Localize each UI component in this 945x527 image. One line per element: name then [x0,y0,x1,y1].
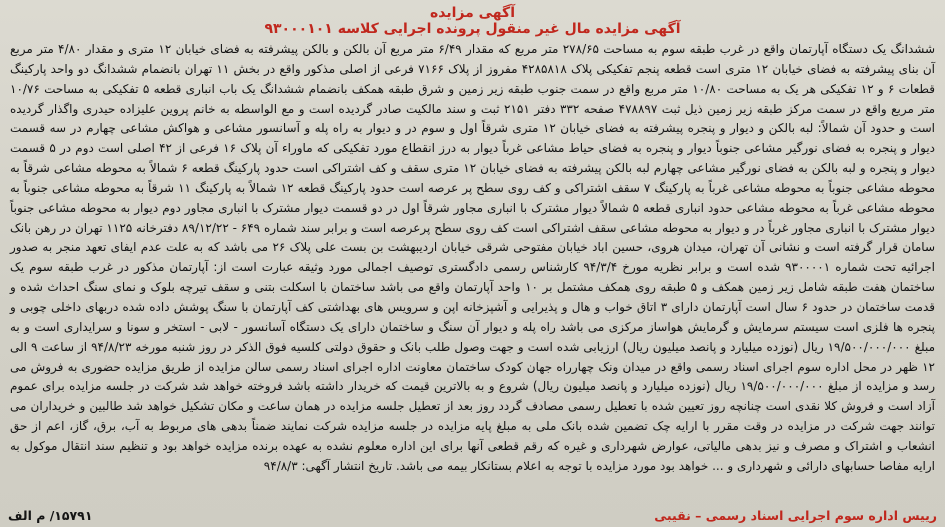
notice-footer [8,505,937,525]
notice-body: ششدانگ یک دستگاه آپارتمان واقع در غرب طبقه سوم به مساحت ۲۷۸/۶۵ متر مربع که مقدار ۶/۴۹ متر مربع آن بالکن و بالکن پیشرفته به فضای خیابان ۱۲ متری و مقدار ۴/۸۰ متر مربع آن بنای پیشرفته به فضای خیابان ۱۲ متری است قطعه پنجم تفکیکی پلاک ۴۲۸۵۸۱۸ مفروز از پلاک ۷۱۶۶ فرعی از اصلی مذکور واقع در بخش ۱۱ تهران بانضمام ششدانگ دو واحد پارکینگ قطعات ۶ و ۱۲ تفکیکی هر یک به مساحت ۱۰/۸۰ متر مربع واقع در سمت جنوب طبقه زیر زمین و شرق طبقه همکف بانضمام ششدانگ یک باب انباری قطعه ۵ تفکیکی به مساحت ۱۰/۷۶ متر مربع واقع در سمت مرکز طبقه زیر زمین ذیل ثبت ۴۷۸۸۹۷ صفحه ۳۳۲ دفتر ۲۱۵۱ ثبت و سند مالکیت صادر گردیده است و مع الواسطه به خانم پروین علیزاده حیدری واگذار گردیده است و حدود آن شمالاً: لبه بالکن و دیوار و پنجره پیشرفته به فضای خیابان ۱۲ متری شرقاً اول و سوم در و دیوار به راه پله و آسانسور مشاعی و هواکش مشاعی چهارم در سه قسمت دیوار و پنجره به فضای نورگیر مشاعی جنوباً دیوار و پنجره به فضای حیاط مشاعی غرباً دیوار به درز انقطاع مورد تفکیکی که ماوراء آن پلاک ۱۶ فرعی از ۴۲ اصلی است دوم در ۵ قسمت دیوار و پنجره و لبه بالکن به فضای نورگیر مشاعی چهارم لبه بالکن پیشرفته به فضای خیابان ۱۲ متری سقف و کف اشتراکی است حدود پارکینگ قطعه ۶ شمالاً به محوطه مشاعی شرقاً به محوطه مشاعی جنوباً به محوطه مشاعی غرباً به پارکینگ ۷ سقف اشتراکی و کف روی سطح پر عرصه است حدود پارکینگ قطعه ۱۲ شمالاً به پارکینگ ۱۱ شرقاً به محوطه مشاعی جنوباً به محوطه مشاعی غرباً به محوطه مشاعی حدود انباری قطعه ۵ شمالاً دیوار مشترک با انباری مجاور شرقاً اول در دو قسمت دیوار مشترک با انباری مجاور دوم دیوار به محوطه مشاعی جنوباً دیوار مشترک با انباری مجاور غرباً در و دیوار به محوطه مشاعی سقف اشتراکی است کف روی سطح پرعرصه است و برابر سند شماره ۶۴۹ - ۸۹/۱۲/۲۲ دفترخانه ۱۱۲۵ تهران در رهن بانک سامان قرار گرفته است و نشانی آن تهران، میدان هروی، حسین اباد خیابان مفتوحی شرقی خیابان اردیبهشت بن بست علی پلاک ۲۶ می باشد که به علت عدم ایفای تعهد منجر به صدور اجرائیه تحت شماره ۹۳۰۰۰۰۱ شده است و برابر نظریه مورخ ۹۴/۳/۴ کارشناس رسمی دادگستری توصیف اجمالی مورد وثیقه عبارت است از: آپارتمان مذکور در غرب طبقه سوم یک ساختمان هفت طبقه شامل زیر زمین همکف و ۵ طبقه روی همکف مشتمل بر ۱۰ واحد آپارتمان واقع می باشد ساختمان با اسکلت بتنی و سقف تیرچه بلوک و نمای سنگ احداث شده و قدمت ساختمان در حدود ۶ سال است آپارتمان دارای ۳ اتاق خواب و هال و پذیرایی و آشپزخانه اپن و سرویس های بهداشتی کف آپارتمان با سنگ پوشش داده شده دربهای داخلی چوبی و پنجره ها فلزی است سیستم سرمایش و گرمایش هواساز مرکزی می باشد راه پله و دیوار آن سنگ و ساختمان دارای یک دستگاه آسانسور - لابی - استخر و سونا و سرایداری است و به مبلغ ۱۹/۵۰۰/۰۰۰/۰۰۰ ریال (نوزده میلیارد و پانصد میلیون ریال) ارزیابی شده است و جهت وصول طلب بانک و حقوق دولتی کلسیه فوق الذکر در روز شنبه مورخه ۹۴/۸/۲۳ از ساعت ۹ الی ۱۲ ظهر در محل اداره سوم اجرای اسناد رسمی واقع در میدان ونک چهارراه جهان کودک ساختمان معاونت اداره اجرای اسناد رسمی سالن مزایده از طریق مزایده حضوری به فروش می رسد و مزایده از مبلغ ۱۹/۵۰۰/۰۰۰/۰۰۰ ریال (نوزده میلیارد و پانصد میلیون ریال) شروع و به بالاترین قیمت که خریدار داشته باشد فروخته خواهد شد شرکت در جلسه مزایده برای عموم آزاد است و فروش کلا نقدی است چنانچه روز تعیین شده با تعطیل رسمی مصادف گردد روز بعد از تعطیل جلسه مزایده در همان ساعت و مکان تشکیل خواهد شد طالبین و خریداران می توانند جهت شرکت در مزایده در وقت مقرر با ارایه چک تضمین شده بانک ملی به مبلغ پایه مزایده در جلسه مزایده شرکت نمایند ضمناً بدهی های مربوط به آب، برق، گاز، اعم از حق انشعاب و اشتراک و مصرف و نیز بدهی مالیاتی، عوارض شهرداری و غیره که رقم قطعی آنها برای این اداره معلوم نشده به عهده برنده مزایده خواهد بود و تنظیم سند انتقال موکول به ارایه مفاصا حسابهای دارائی و شهرداری و ... خواهد بود مورد مزایده با توجه به اعلام بستانکار بیمه می باشد. تاریخ انتشار آگهی: ۹۴/۸/۳ [10,42,936,473]
notice-title: آگهی مزایده [429,5,515,21]
notice-header [8,5,937,37]
signature: رییس اداره سوم اجرایی اسناد رسمی – نقیبی [654,507,937,523]
publication-code: ۱۵۷۹۱/ م الف [8,507,93,523]
notice-subtitle: آگهی مزایده مال غیر منقول پرونده اجرایی کلاسه ۹۳۰۰۰۱۰۱ [264,21,681,37]
